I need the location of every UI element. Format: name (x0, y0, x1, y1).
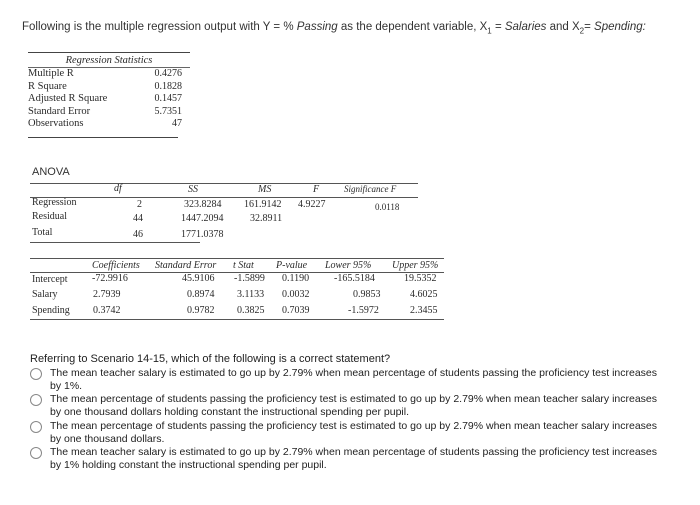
coef-row-label: Salary (32, 289, 58, 300)
coefficients-table (30, 258, 450, 320)
option-text (50, 367, 690, 393)
coef-row-upper: 4.6025 (410, 289, 438, 300)
regstat-label: Multiple R (28, 68, 74, 79)
anova-header-sig: Significance F (344, 184, 397, 194)
regstat-value: 47 (172, 118, 182, 129)
option-line: by one thousand dollars holding constant the instructional spending per pupil. (50, 406, 409, 418)
radio-button[interactable] (30, 368, 42, 380)
coef-row-coef: -72.9916 (92, 273, 128, 284)
coef-header-coef: Coefficients (92, 260, 140, 271)
anova-row-label: Total (32, 227, 53, 238)
anova-header-f: F (313, 184, 320, 195)
coef-row-t: -1.5899 (234, 273, 265, 284)
coef-row-p: 0.7039 (282, 305, 310, 316)
regstat-label: R Square (28, 80, 67, 92)
header-eq1: = (491, 21, 505, 33)
regstat-value: 0.1457 (154, 93, 182, 104)
coef-row-p: 0.1190 (282, 273, 310, 284)
answer-option[interactable] (30, 420, 690, 448)
coef-row-t: 3.1133 (237, 289, 265, 300)
regstat-bottom-rule (28, 137, 178, 138)
anova-table (30, 183, 430, 243)
option-text (50, 393, 690, 419)
anova-bottom-rule (30, 242, 200, 243)
regstat-value: 0.1828 (154, 80, 182, 92)
header-eq2: = (584, 21, 595, 33)
answer-option[interactable] (30, 446, 690, 474)
anova-row-ms: 32.8911 (250, 213, 283, 224)
anova-row-ms: 161.9142 (244, 199, 282, 210)
answer-option[interactable] (30, 367, 690, 395)
header-sub1: 1 (487, 26, 492, 36)
anova-row-ss: 323.8284 (184, 199, 222, 210)
regstat-label: Observations (28, 118, 84, 129)
coef-row-coef: 2.7939 (93, 289, 121, 300)
header-x2: Spending: (594, 21, 646, 33)
coef-row-lower: 0.9853 (353, 289, 381, 300)
radio-button[interactable] (30, 394, 42, 406)
option-text (50, 420, 690, 446)
header-x1: Salaries (504, 21, 547, 33)
anova-header-ms: MS (258, 184, 272, 195)
anova-row-df: 44 (133, 213, 143, 224)
option-line: The mean teacher salary is estimated to go up by 2.79% when mean percentage of students passing the proficiency test increases (50, 367, 658, 379)
regstat-row (28, 93, 190, 106)
anova-label: ANOVA (32, 166, 70, 178)
option-line: by one thousand dollars. (50, 433, 165, 445)
regstat-row (28, 68, 190, 81)
option-line: The mean teacher salary is estimated to go up by 2.79% when mean percentage of students passing the proficiency test increases (50, 446, 658, 458)
coef-row-lower: -165.5184 (334, 273, 375, 284)
coef-row-upper: 2.3455 (410, 305, 438, 316)
anova-header-ss: SS (188, 184, 198, 195)
coef-row-se: 45.9106 (182, 273, 215, 284)
anova-header-rule (30, 197, 418, 198)
header-prefix: Following is the multiple regression output with Y = % (22, 21, 297, 33)
coef-row-se: 0.9782 (187, 305, 215, 316)
regstat-label: Adjusted R Square (28, 93, 108, 104)
coef-top-rule (30, 258, 444, 259)
regstat-value: 5.7351 (154, 105, 182, 117)
option-line: The mean percentage of students passing the proficiency test is estimated to go up by 2.79% when mean teacher salary increases (50, 393, 658, 405)
question-text: Referring to Scenario 14-15, which of the following is a correct statement? (30, 353, 391, 365)
header-sub2: 2 (579, 26, 585, 36)
anova-row-ss: 1771.0378 (181, 229, 224, 240)
coef-row-p: 0.0032 (282, 289, 310, 300)
regstat-row (28, 106, 190, 119)
regstat-row (28, 81, 190, 94)
coef-row-label: Spending (32, 305, 70, 316)
regstat-label: Standard Error (28, 105, 91, 117)
coef-header-t: t Stat (233, 260, 254, 271)
anova-row-df: 46 (133, 229, 143, 240)
option-line: by 1% holding constant the instructional spending per pupil. (50, 459, 327, 471)
radio-button[interactable] (30, 421, 42, 433)
problem-header (22, 21, 692, 35)
coef-header-upper: Upper 95% (392, 260, 439, 271)
option-line: The mean percentage of students passing the proficiency test is estimated to go up by 2.79% when mean teacher salary increases (50, 420, 658, 432)
anova-row-label: Regression (32, 197, 77, 208)
option-line: by 1%. (50, 380, 83, 392)
regstat-row (28, 118, 190, 131)
anova-row-df: 2 (137, 199, 142, 210)
answer-option[interactable] (30, 393, 690, 421)
header-ylabel: Passing (296, 21, 338, 33)
coef-bottom-rule (30, 319, 444, 320)
coef-row-label: Intercept (32, 274, 68, 285)
coef-header-lower: Lower 95% (325, 260, 372, 271)
header-middle: as the dependent variable, X (337, 21, 488, 33)
coef-row-coef: 0.3742 (93, 305, 121, 316)
regression-statistics-table (28, 52, 190, 138)
coef-header-p: P-value (276, 260, 308, 271)
anova-header-df: df (114, 183, 122, 194)
option-text (50, 446, 690, 472)
regstat-value: 0.4276 (154, 68, 182, 79)
anova-row-f: 4.9227 (298, 199, 326, 210)
header-and: and X (546, 21, 580, 33)
anova-row-label: Residual (32, 211, 67, 222)
anova-row-ss: 1447.2094 (181, 213, 224, 224)
radio-button[interactable] (30, 447, 42, 459)
regression-statistics-title: Regression Statistics (28, 52, 190, 68)
coef-row-upper: 19.5352 (404, 273, 437, 284)
coef-row-se: 0.8974 (187, 289, 215, 300)
coef-row-t: 0.3825 (237, 305, 265, 316)
coef-row-lower: -1.5972 (348, 305, 379, 316)
coef-header-se: Standard Error (155, 260, 217, 271)
anova-row-sig: 0.0118 (375, 202, 400, 212)
